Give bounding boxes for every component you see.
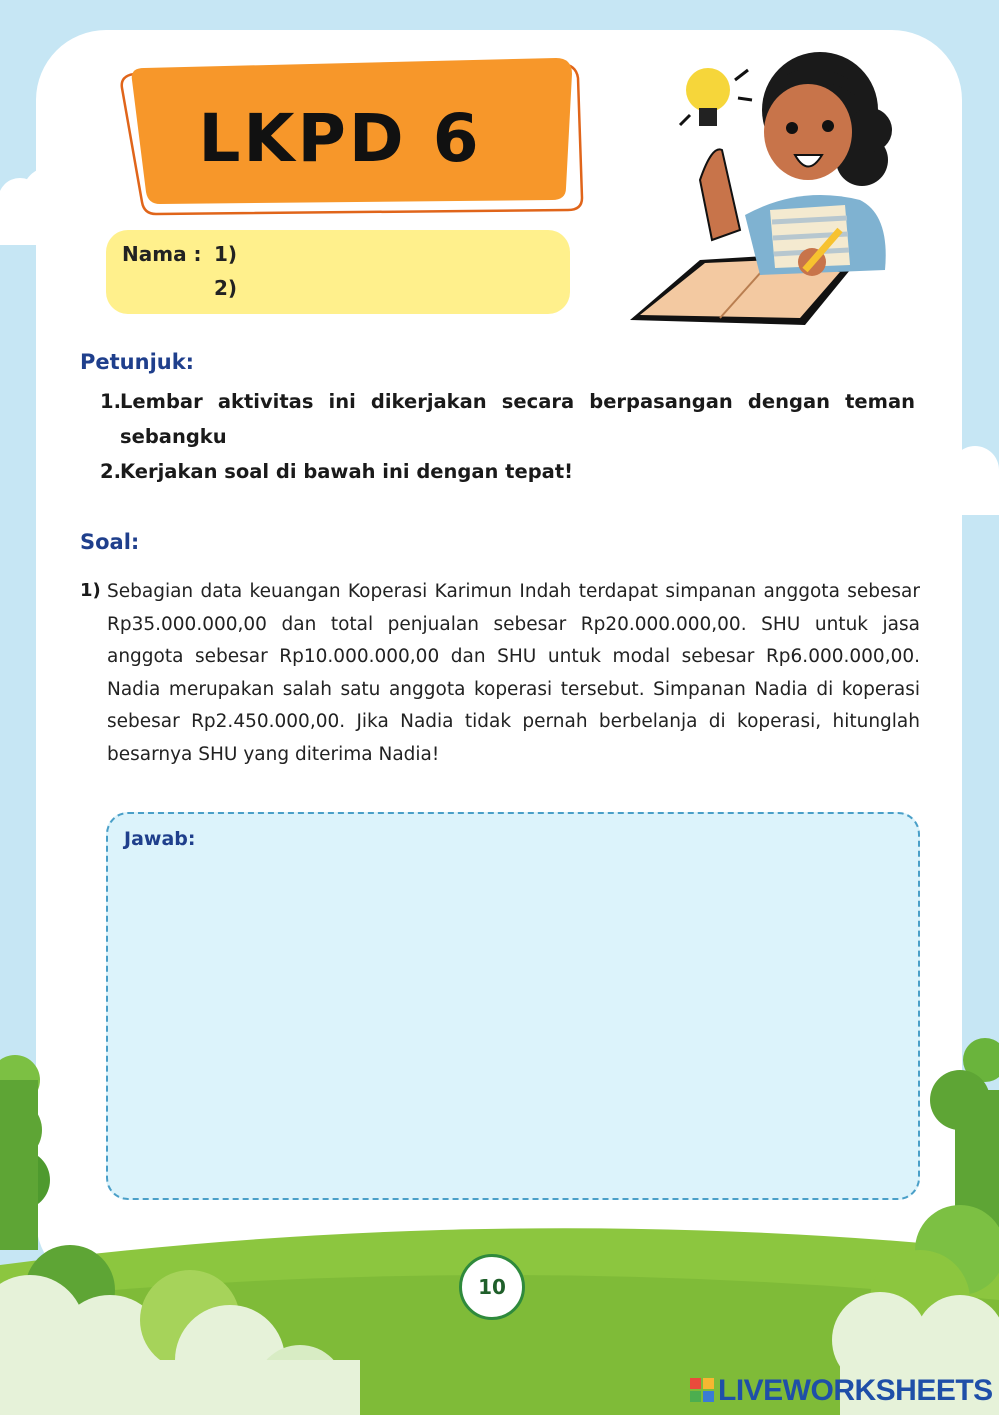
instruction-text: Lembar aktivitas ini dikerjakan secara berpasangan dengan teman sebangku bbox=[120, 390, 915, 448]
page-title: LKPD 6 bbox=[198, 100, 482, 177]
answer-box[interactable] bbox=[106, 812, 920, 1200]
title-badge bbox=[120, 58, 590, 218]
page-number: 10 bbox=[459, 1254, 525, 1320]
instruction-item bbox=[100, 384, 915, 454]
answer-label: Jawab: bbox=[124, 828, 196, 850]
answer-input[interactable] bbox=[124, 864, 902, 1182]
brand-text: LIVEWORKSHEETS bbox=[718, 1374, 993, 1407]
liveworksheets-logo-icon bbox=[690, 1378, 714, 1402]
name-field-box bbox=[106, 230, 570, 314]
instruction-number: 1. bbox=[100, 390, 121, 413]
instruction-item bbox=[100, 454, 915, 489]
name-label: Nama : bbox=[122, 242, 202, 266]
questions-heading: Soal: bbox=[80, 530, 140, 554]
name-entry-1[interactable]: 1) bbox=[214, 242, 238, 266]
question-text: Sebagian data keuangan Koperasi Karimun Indah terdapat simpanan anggota sebesar Rp35.000.000,00 dan total penjualan sebesar Rp20.000.000,00. SHU untuk jasa anggota sebesar Rp10.000.000,00 dan SHU untuk modal sebesar Rp6.000.000,00. Nadia merupakan salah satu anggota koperasi tersebut. Simpanan Nadia di koperasi sebesar Rp2.450.000,00. Jika Nadia tidak pernah berbelanja di koperasi, hitunglah besarnya SHU yang diterima Nadia! bbox=[107, 581, 920, 765]
question-number: 1) bbox=[80, 580, 101, 601]
instructions-heading: Petunjuk: bbox=[80, 350, 195, 374]
instruction-number: 2. bbox=[100, 460, 121, 483]
name-entry-2[interactable]: 2) bbox=[214, 276, 238, 300]
instruction-text: Kerjakan soal di bawah ini dengan tepat! bbox=[120, 460, 574, 483]
